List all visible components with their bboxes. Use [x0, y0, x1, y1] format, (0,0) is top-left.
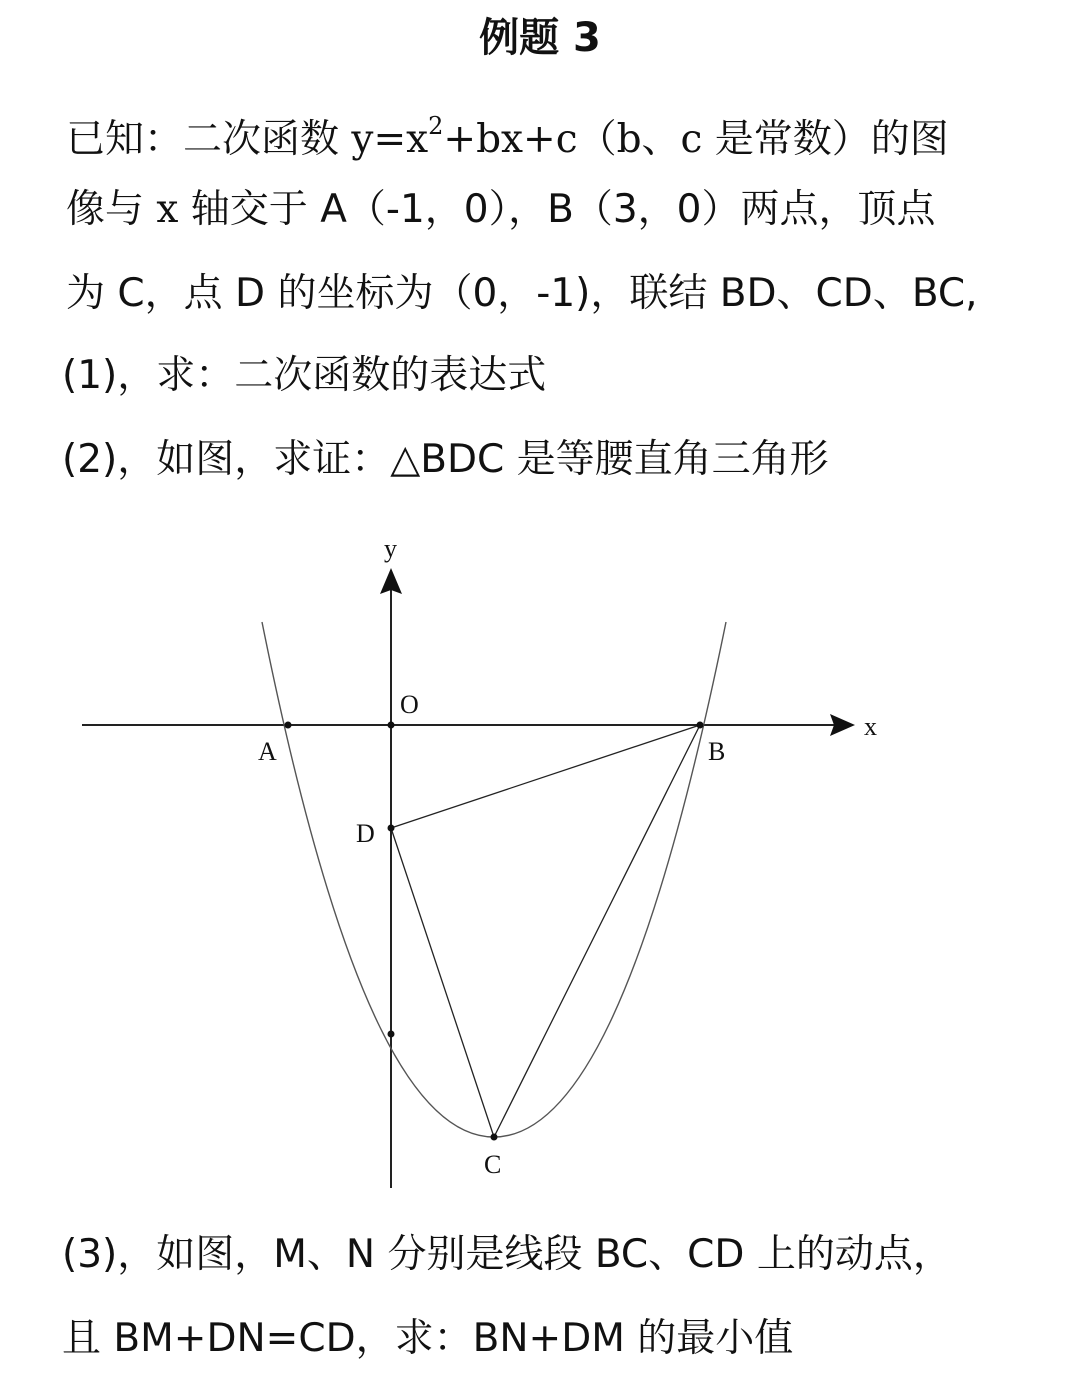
question-3-line-1: (3)，如图，M、N 分别是线段 BC、CD 上的动点， — [62, 1232, 952, 1277]
question-3-line-2: 且 BM+DN=CD，求：BN+DM 的最小值 — [62, 1316, 794, 1361]
equation-exponent: 2 — [428, 112, 444, 140]
origin-label: O — [400, 690, 419, 719]
y-axis-label: y — [384, 534, 397, 563]
function-equation-tail: +bx+c — [443, 117, 578, 162]
function-equation: y=x — [351, 117, 429, 162]
point-B — [697, 722, 704, 729]
question-2: (2)，如图，求证：△BDC 是等腰直角三角形 — [62, 437, 829, 482]
point-C-label: C — [484, 1150, 502, 1179]
question-1: (1)，求：二次函数的表达式 — [62, 353, 547, 398]
x-variable: x — [156, 187, 179, 232]
constants-bc: b、c — [616, 117, 703, 162]
parabola-figure — [0, 520, 1080, 1210]
point-D — [388, 825, 395, 832]
problem-statement — [66, 84, 978, 336]
problem-line-2-prefix: 像与 — [66, 187, 157, 232]
problem-line-1 — [66, 84, 978, 168]
problem-line-1-prefix: 已知：二次函数 — [66, 117, 352, 162]
problem-line-2-suffix: 轴交于 A（-1，0），B（3，0）两点，顶点 — [178, 187, 936, 232]
problem-line-1-suffix: 是常数）的图 — [702, 117, 949, 162]
example-title: 例题 3 — [479, 15, 601, 61]
segment-BC — [494, 725, 700, 1137]
point-B-label: B — [708, 737, 726, 766]
point-A — [285, 722, 292, 729]
segment-CD — [391, 828, 494, 1137]
point-y-intercept — [388, 1031, 395, 1038]
problem-line-3: 为 C，点 D 的坐标为（0，-1)，联结 BD、CD、BC, — [66, 271, 978, 316]
point-D-label: D — [356, 819, 375, 848]
x-axis-label: x — [864, 712, 877, 741]
paren-open: （ — [577, 117, 617, 162]
segment-BD — [391, 725, 700, 828]
parabola-curve — [262, 622, 726, 1137]
point-C — [491, 1134, 498, 1141]
point-O — [388, 722, 395, 729]
question-3 — [62, 1213, 952, 1381]
problem-line-2 — [66, 168, 978, 252]
point-A-label: A — [258, 737, 277, 766]
